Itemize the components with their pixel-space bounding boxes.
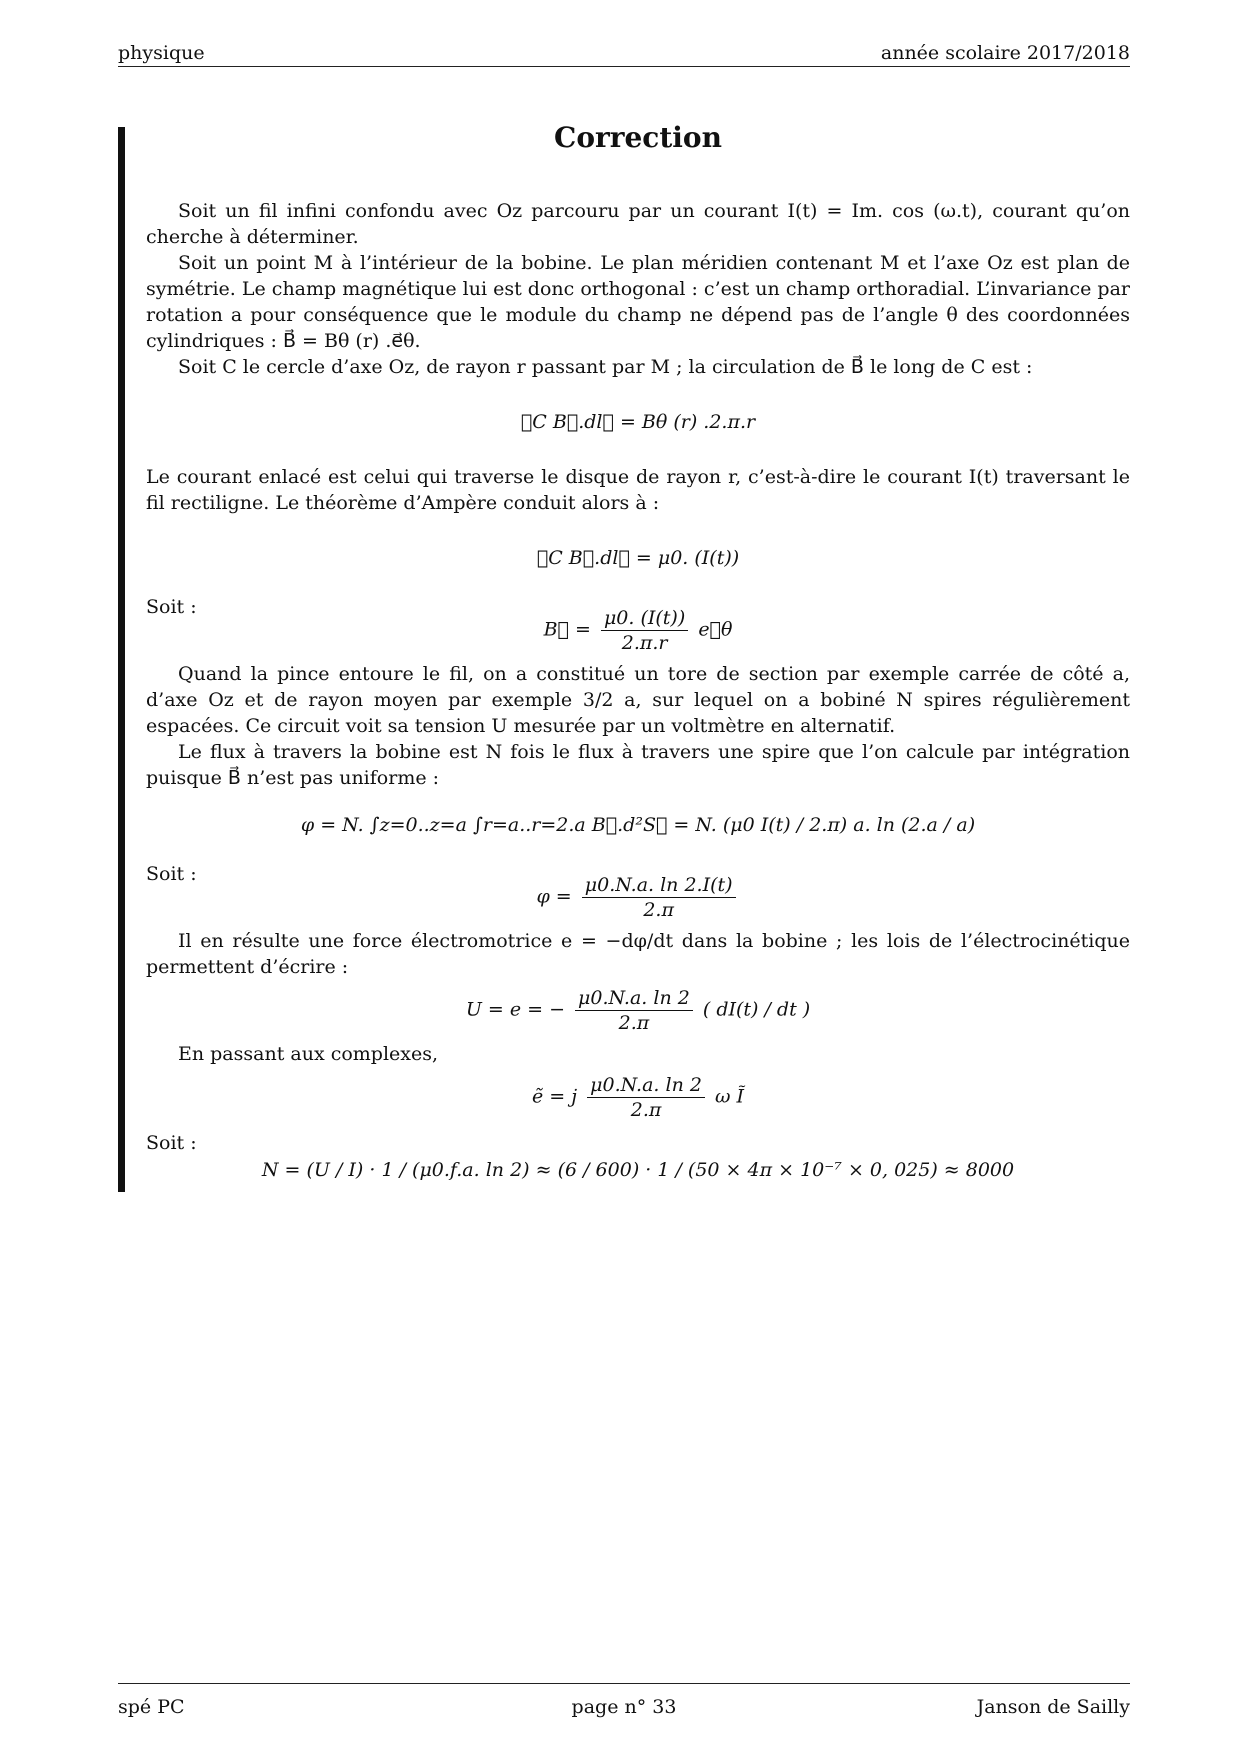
equation-complex-lhs: ẽ = j (531, 1085, 578, 1108)
equation-emf-numerator: μ0.N.a. ln 2 (575, 986, 693, 1011)
paragraph-4: Le courant enlacé est celui qui traverse le disque de rayon r, c’est-à-dire le courant I(t) traversant le fil rectiligne. Le théorème d’Ampère conduit alors à : (146, 466, 1130, 514)
paragraph-8: En passant aux complexes, (178, 1043, 439, 1065)
equation-complex-numerator: μ0.N.a. ln 2 (587, 1073, 705, 1098)
equation-field-denominator: 2.π.r (621, 632, 668, 654)
equation-emf-rhs: ( dI(t) / dt ) (702, 998, 811, 1021)
equation-turns-result: N = (U / I) · 1 / (μ0.f.a. ln 2) ≈ (6 / 600) · 1 / (50 × 4π × 10⁻⁷ × 0, 025) ≈ 8000 (261, 1159, 1015, 1181)
equation-emf-fraction (575, 986, 693, 1035)
equation-complex-rhs: ω Ĩ (714, 1085, 745, 1108)
soit-label-1: Soit : (146, 596, 197, 618)
page-footer (118, 1683, 1130, 1724)
equation-flux-integral: φ = N. ∫z=0..z=a ∫r=a..r=2.a B⃗.d²S⃗ = N. (μ0 I(t) / 2.π) a. ln (2.a / a) (300, 814, 976, 836)
equation-field (146, 606, 1130, 655)
margin-bar (118, 127, 125, 1192)
equation-emf (146, 986, 1130, 1035)
page-title: Correction (554, 121, 722, 154)
equation-complex-fraction (587, 1073, 705, 1122)
equation-circulation: ∮C B⃗.dl⃗ = Bθ (r) .2.π.r (520, 411, 756, 433)
footer-school: Janson de Sailly (976, 1696, 1130, 1718)
paragraph-3: Soit C le cercle d’axe Oz, de rayon r passant par M ; la circulation de B⃗ le long de C est : (178, 356, 1033, 378)
equation-field-rhs: e⃗θ (698, 618, 733, 641)
page-header (118, 40, 1130, 67)
equation-flux-numerator: μ0.N.a. ln 2.I(t) (582, 873, 736, 898)
page-body (146, 118, 1130, 1204)
header-school-year: année scolaire 2017/2018 (880, 42, 1130, 64)
footer-page-number: page n° 33 (571, 1696, 677, 1718)
equation-flux-fraction (582, 873, 736, 922)
equation-flux-denominator: 2.π (643, 899, 674, 921)
footer-class: spé PC (118, 1696, 185, 1718)
equation-field-numerator: μ0. (I(t)) (601, 606, 688, 631)
equation-emf-denominator: 2.π (618, 1012, 650, 1034)
paragraph-5: Quand la pince entoure le fil, on a constitué un tore de section par exemple carrée de côté a, d’axe Oz et de rayon moyen par exemple 3/2 a, sur lequel on a bobiné N spires régulièrement espacées. Ce circuit voit sa tension U mesurée par un voltmètre en alternatif. (146, 663, 1130, 737)
soit-label-3: Soit : (146, 1132, 197, 1154)
equation-ampere: ∮C B⃗.dl⃗ = μ0. (I(t)) (536, 547, 740, 569)
equation-flux (146, 873, 1130, 922)
equation-flux-lhs: φ = (536, 885, 572, 908)
equation-complex (146, 1073, 1130, 1122)
equation-field-fraction (601, 606, 688, 655)
paragraph-2: Soit un point M à l’intérieur de la bobine. Le plan méridien contenant M et l’axe Oz est plan de symétrie. Le champ magnétique lui est donc orthogonal : c’est un champ orthoradial. L’invariance par rotation a pour conséquence que le module du champ ne dépend pas de l’angle θ des coordonnées cylindriques : B⃗ = Bθ (r) .e⃗θ. (146, 252, 1130, 352)
soit-label-2: Soit : (146, 863, 197, 885)
equation-complex-denominator: 2.π (630, 1099, 662, 1121)
paragraph-1: Soit un fil infini confondu avec Oz parcouru par un courant I(t) = Im. cos (ω.t), courant qu’on cherche à déterminer. (146, 200, 1130, 248)
paragraph-7: Il en résulte une force électromotrice e = −dφ/dt dans la bobine ; les lois de l’électrocinétique permettent d’écrire : (146, 930, 1130, 978)
paragraph-6: Le flux à travers la bobine est N fois le flux à travers une spire que l’on calcule par intégration puisque B⃗ n’est pas uniforme : (146, 741, 1130, 789)
equation-emf-lhs: U = e = − (465, 998, 565, 1021)
header-subject: physique (118, 42, 205, 64)
equation-field-lhs: B⃗ = (543, 618, 591, 641)
